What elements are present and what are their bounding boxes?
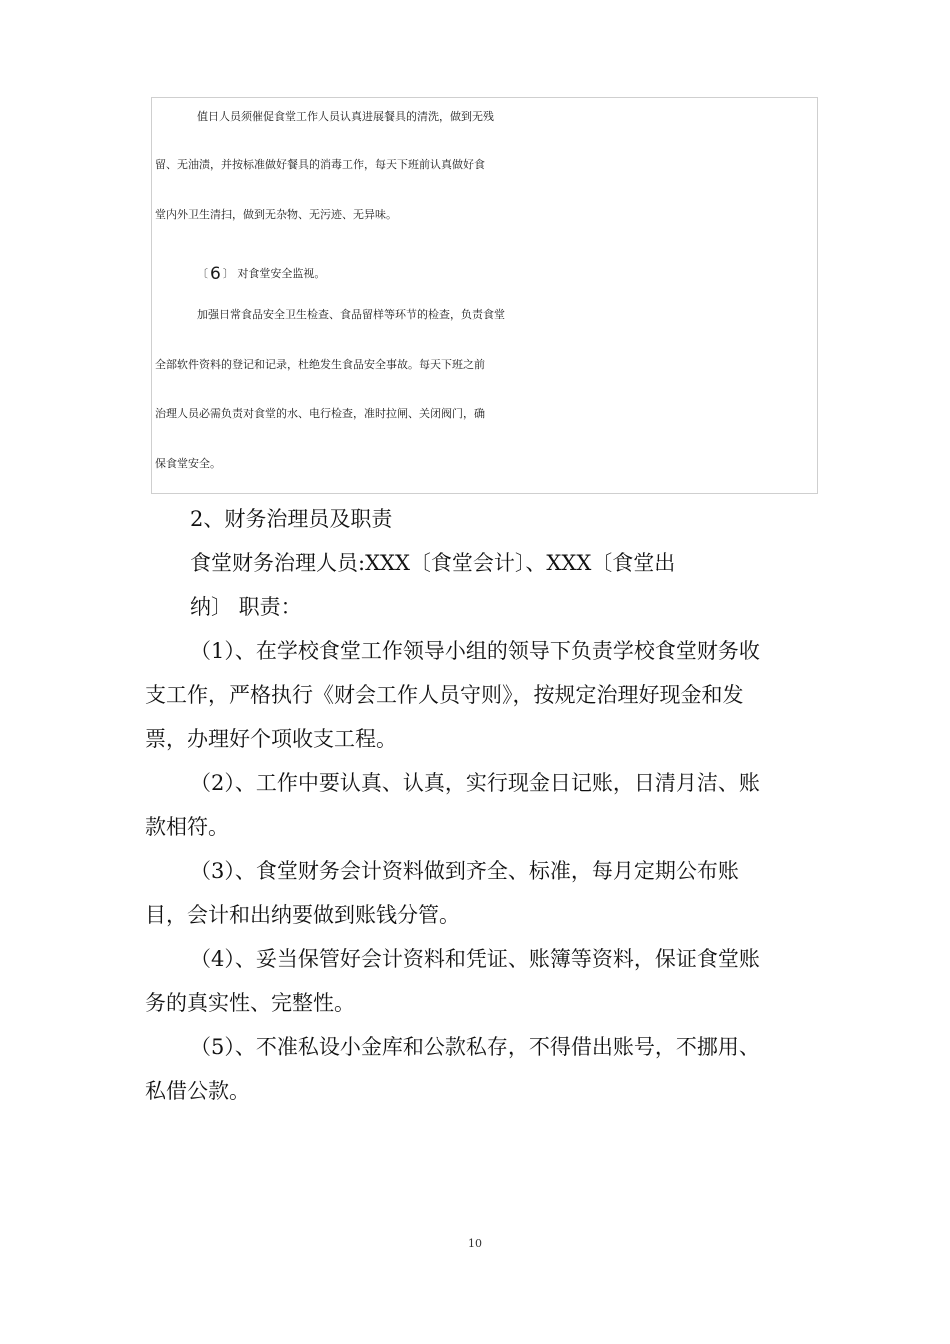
body-line-5: 支工作，严格执行《财会工作人员守则》，按规定治理好现金和发	[145, 683, 744, 707]
box-line-5: 全部软件资料的登记和记录，杜绝发生食品安全事故。每天下班之前	[155, 358, 485, 371]
body-line-3: 纳〕 职责：	[190, 595, 302, 619]
boxed-text-section	[151, 97, 818, 494]
section-heading: 2、财务治理员及职责	[190, 507, 393, 531]
body-line-2: 食堂财务治理人员:XXX〔食堂会计〕、XXX〔食堂出	[190, 551, 676, 575]
box-item-6	[197, 266, 325, 283]
box-line-1: 值日人员须催促食堂工作人员认真进展餐具的清洗，做到无残	[197, 110, 494, 123]
body-line-8: 款相符。	[145, 815, 229, 839]
body-line-11: （4）、妥当保管好会计资料和凭证、账簿等资料，保证食堂账	[190, 947, 760, 971]
body-line-14: 私借公款。	[145, 1079, 250, 1103]
body-line-4: （1）、在学校食堂工作领导小组的领导下负责学校食堂财务收	[190, 639, 760, 663]
item6-open-bracket: 〔	[197, 267, 208, 280]
body-line-10: 目，会计和出纳要做到账钱分管。	[145, 903, 460, 927]
item6-text: 对食堂安全监视。	[237, 267, 326, 280]
body-line-13: （5）、不准私设小金库和公款私存，不得借出账号，不挪用、	[190, 1035, 760, 1059]
page-number: 10	[468, 1237, 482, 1250]
item6-number: 6	[210, 264, 221, 284]
box-line-6: 治理人员必需负责对食堂的水、电行检查，准时拉闸、关闭阀门，确	[155, 407, 485, 420]
body-line-7: （2）、工作中要认真、认真，实行现金日记账，日清月洁、账	[190, 771, 760, 795]
item6-close-bracket: 〕	[222, 267, 234, 280]
box-line-2: 留、无油渍，并按标准做好餐具的消毒工作，每天下班前认真做好食	[155, 158, 485, 171]
body-line-12: 务的真实性、完整性。	[145, 991, 355, 1015]
box-line-4: 加强日常食品安全卫生检查、食品留样等环节的检查，负责食堂	[197, 308, 505, 321]
box-line-7: 保食堂安全。	[155, 457, 221, 470]
body-line-9: （3）、食堂财务会计资料做到齐全、标准，每月定期公布账	[190, 859, 739, 883]
body-line-6: 票，办理好个项收支工程。	[145, 727, 397, 751]
box-line-3: 堂内外卫生清扫，做到无杂物、无污迹、无异味。	[155, 208, 397, 221]
